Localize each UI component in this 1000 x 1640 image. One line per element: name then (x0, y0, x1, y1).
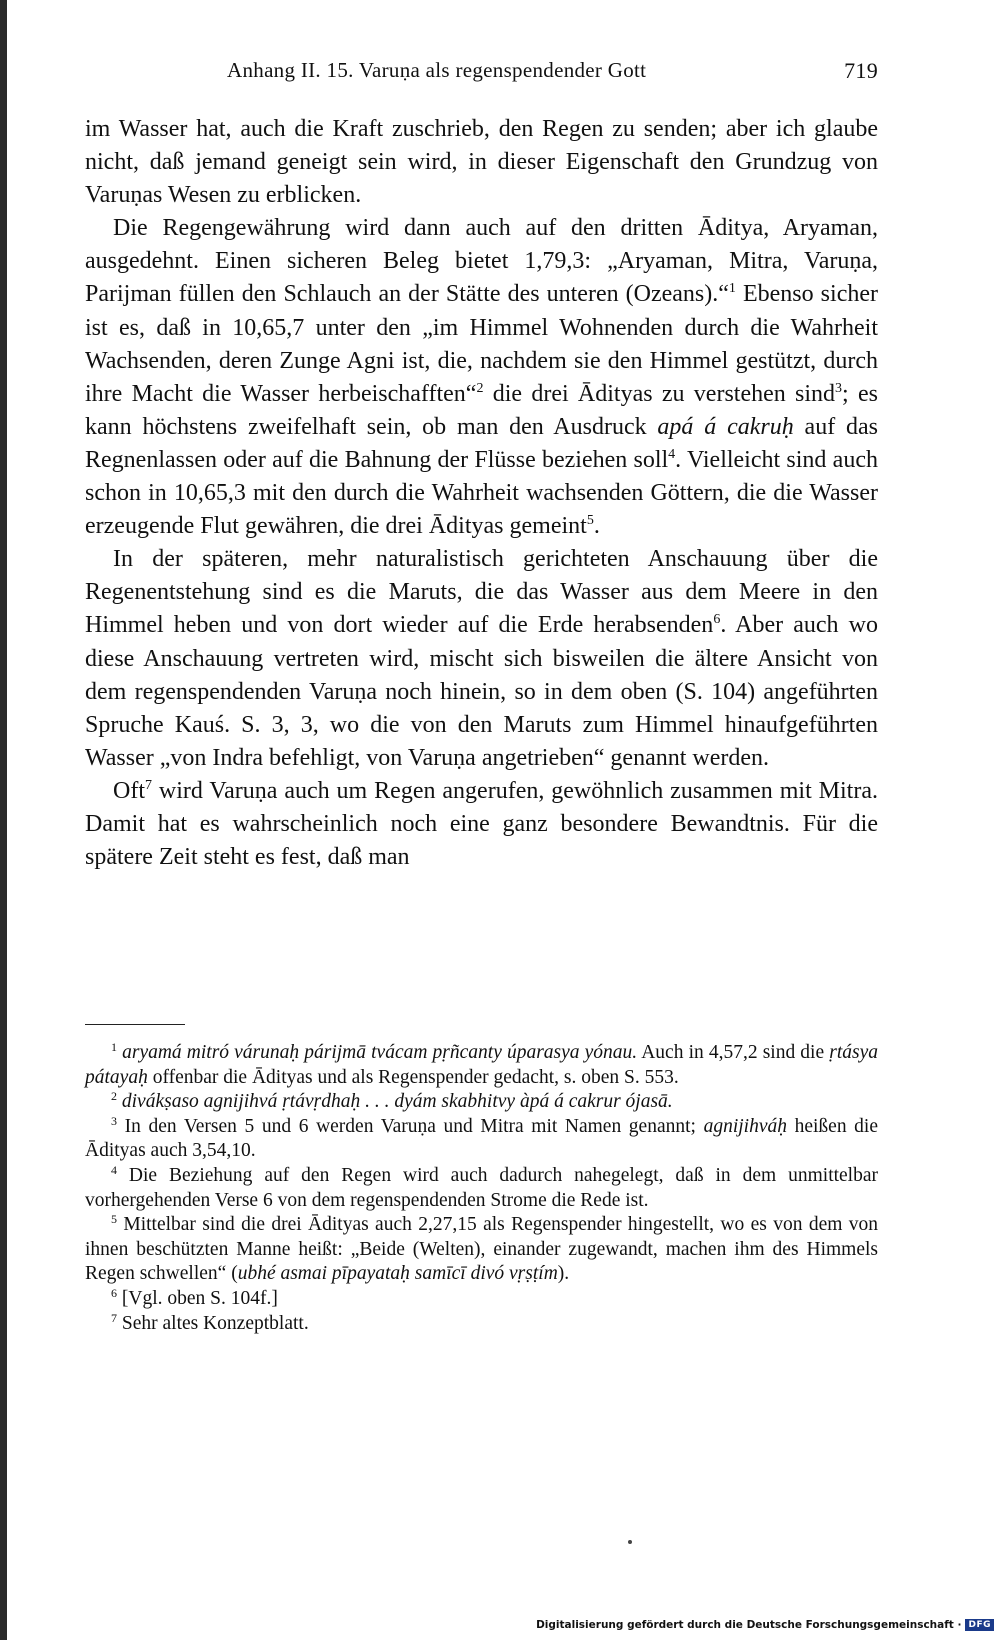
footnote-3: $^3$ In den Versen 5 und 6 werden Varuṇa und Mitra mit Namen genannt; agnijihváḥ heißen die Ādityas auch 3,54,10. (85, 1113, 878, 1162)
footnote-ref-5[interactable]: 5 (586, 513, 594, 529)
footnote-ref-7[interactable]: 7 (145, 777, 152, 793)
paragraph-4: Oft$^7$ wird Varuṇa auch um Regen angerufen, gewöhnlich zusammen mit Mitra. Damit hat es wahrscheinlich noch eine ganz besondere Bewandtnis. Für die spätere Zeit steht es fest, daß man (85, 777, 878, 871)
running-title: Anhang II. 15. Varuṇa als regenspendender Gott (227, 58, 647, 82)
book-page (85, 0, 878, 1640)
footnote-divider (85, 1024, 185, 1025)
scan-speck (628, 1540, 632, 1544)
main-text (85, 113, 878, 874)
footnote-2: $^2$ divákṣaso agnijihvá ṛtávṛdhaḥ . . . dyám skabhitvy àpá á cakrur ójasā. (111, 1089, 673, 1113)
dfg-logo: DFG (965, 1619, 994, 1631)
paragraph-1: im Wasser hat, auch die Kraft zuschrieb, den Regen zu senden; aber ich glaube nicht, daß jemand geneigt sein wird, in dieser Eigenschaft den Grundzug von Varuṇas Wesen zu erblicken. (85, 116, 878, 209)
footnote-ref-2[interactable]: 2 (476, 380, 484, 396)
credit-text: Digitalisierung gefördert durch die Deutsche Forschungsgemeinschaft · (536, 1619, 962, 1631)
digitization-credit (536, 1614, 994, 1636)
footnote-4: $^4$ Die Beziehung auf den Regen wird auch dadurch nahegelegt, daß in dem unmittelbar vorhergehenden Verse 6 von dem regenspendenden Strome die Rede ist. (85, 1162, 878, 1211)
footnote-6: $^6$ [Vgl. oben S. 104f.] (111, 1285, 278, 1309)
scan-page-edge (0, 0, 7, 1640)
footnotes (85, 1041, 878, 1336)
footnote-7: $^7$ Sehr altes Konzeptblatt. (111, 1310, 309, 1334)
footnote-1: $^1$ aryamá mitró várunaḥ párijmā tvácam pṛñcanty úparasya yónau. Auch in 4,57,2 sind die ṛtásya pátayaḥ offenbar die Ādityas und als Regenspender gedacht, s. oben S. 553. (85, 1040, 878, 1088)
page-number: 719 (844, 58, 878, 83)
footnote-ref-1[interactable]: 1 (728, 281, 736, 297)
sanskrit-phrase: apá á cakruḥ (657, 413, 794, 440)
footnote-ref-3[interactable]: 3 (835, 380, 843, 396)
footnote-ref-6[interactable]: 6 (713, 612, 721, 628)
paragraph-2: Die Regengewährung wird dann auch auf den dritten Āditya, Aryaman, ausgedehnt. Einen sicheren Beleg bietet 1,79,3: „Aryaman, Mitra, Varuṇa, Parijman füllen den Schlauch an der Stätte des unteren (Ozeans).“$^1$ Ebenso sicher ist es, daß in 10,65,7 unter den „im Himmel Wohnenden durch die Wahrheit Wachsenden, deren Zunge Agni ist, die, nachdem sie den Himmel gestützt, durch ihre Macht die Wasser herbeischafften“$^2$ die drei Ādityas zu verstehen sind$^3$; es kann höchstens zweifelhaft sein, ob man den Ausdruck apá á cakruḥ auf das Regnenlassen oder auf die Bahnung der Flüsse beziehen soll$^4$. Vielleicht sind auch schon in 10,65,3 mit den durch die Wahrheit wachsenden Göttern, die die Wasser erzeugende Flut gewähren, die drei Ādityas gemeint$^5$. (85, 215, 878, 540)
paragraph-3: In der späteren, mehr naturalistisch gerichteten Anschauung über die Regenentstehung sind es die Maruts, die das Wasser aus dem Meere in den Himmel heben und von dort wieder auf die Erde herabsenden$^6$. Aber auch wo diese Anschauung vertreten wird, mischt sich bisweilen die ältere Ansicht von dem regenspendenden Varuṇa noch hinein, so in dem oben (S. 104) angeführten Spruche Kauś. S. 3, 3, wo die von den Maruts zum Himmel hinaufgeführten Wasser „von Indra befehligt, von Varuṇa angetrieben“ genannt werden. (85, 546, 878, 771)
footnote-ref-4[interactable]: 4 (668, 446, 676, 462)
footnote-5: $^5$ Mittelbar sind die drei Ādityas auch 2,27,15 als Regenspender hingestellt, wo es von dem von ihnen beschützten Manne heißt: „Beide (Welten), einander zugewandt, machen ihm des Himmels Regen schwellen“ (ubhé asmai pīpayataḥ samīcī divó vṛṣṭím). (85, 1212, 878, 1285)
